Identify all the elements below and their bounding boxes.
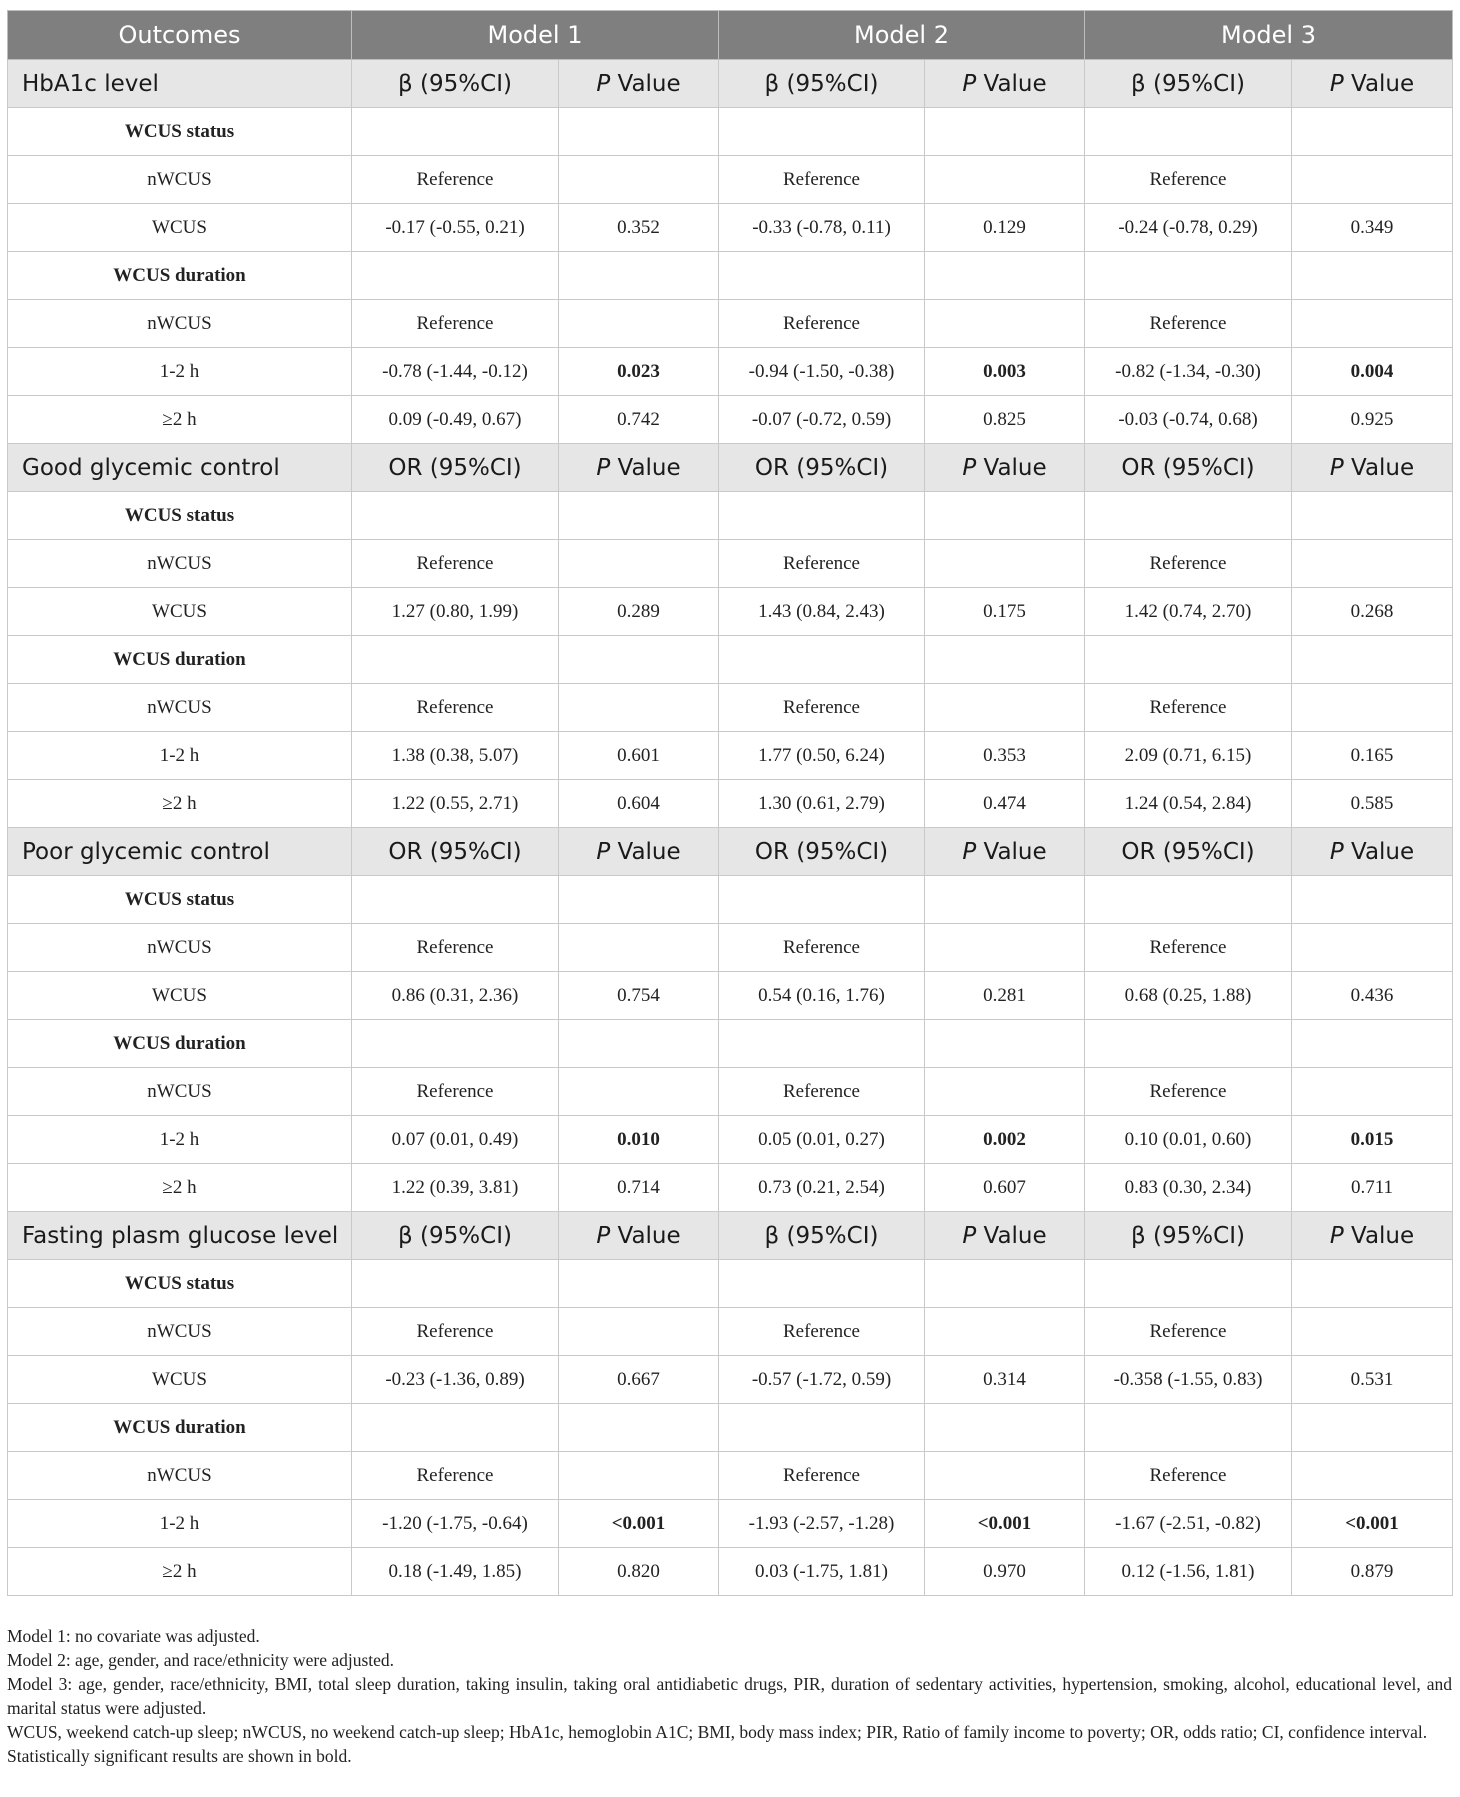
footnote-model-1: Model 1: no covariate was adjusted.	[7, 1626, 260, 1646]
estimate-cell	[352, 1260, 559, 1308]
p-label-rest: Value	[1343, 70, 1415, 97]
p-value-cell: 0.970	[925, 1548, 1085, 1596]
p-value-column-header	[559, 1212, 719, 1260]
section-header-row	[8, 444, 1453, 492]
estimate-cell: -0.94 (-1.50, -0.38)	[719, 348, 925, 396]
p-value-cell: 0.353	[925, 732, 1085, 780]
row-group-label: WCUS status	[8, 1260, 352, 1308]
estimate-cell	[1085, 252, 1292, 300]
estimate-cell: -0.07 (-0.72, 0.59)	[719, 396, 925, 444]
estimate-cell: Reference	[352, 684, 559, 732]
row-label: nWCUS	[8, 1308, 352, 1356]
estimate-cell: -0.03 (-0.74, 0.68)	[1085, 396, 1292, 444]
p-value-cell	[1292, 1452, 1453, 1500]
p-label-rest: Value	[1343, 838, 1415, 865]
estimate-cell: Reference	[719, 924, 925, 972]
p-value-cell: <0.001	[1292, 1500, 1453, 1548]
p-value-cell	[1292, 492, 1453, 540]
results-table-container	[7, 10, 1452, 1596]
p-value-cell	[559, 876, 719, 924]
estimate-cell: 1.22 (0.39, 3.81)	[352, 1164, 559, 1212]
estimate-cell: Reference	[719, 684, 925, 732]
p-label-italic: P	[1329, 838, 1344, 865]
p-label-rest: Value	[1343, 454, 1415, 481]
p-value-cell	[925, 108, 1085, 156]
p-value-cell	[559, 924, 719, 972]
p-value-cell	[559, 1068, 719, 1116]
p-value-cell	[925, 1452, 1085, 1500]
p-value-cell: 0.129	[925, 204, 1085, 252]
p-label-rest: Value	[1343, 1222, 1415, 1249]
p-value-cell: 0.268	[1292, 588, 1453, 636]
p-value-cell: 0.289	[559, 588, 719, 636]
p-label-rest: Value	[610, 838, 681, 865]
estimate-cell: -1.93 (-2.57, -1.28)	[719, 1500, 925, 1548]
p-value-cell	[1292, 108, 1453, 156]
estimate-cell	[352, 636, 559, 684]
p-value-cell	[1292, 1308, 1453, 1356]
table-row	[8, 492, 1453, 540]
estimate-cell: Reference	[352, 924, 559, 972]
row-label: ≥2 h	[8, 396, 352, 444]
estimate-cell: -0.78 (-1.44, -0.12)	[352, 348, 559, 396]
p-value-column-header	[1292, 828, 1453, 876]
p-value-cell	[559, 1260, 719, 1308]
p-value-cell	[559, 252, 719, 300]
p-value-cell: 0.281	[925, 972, 1085, 1020]
p-value-cell: 0.023	[559, 348, 719, 396]
estimate-cell	[1085, 1404, 1292, 1452]
row-group-label: WCUS duration	[8, 1404, 352, 1452]
p-value-cell: 0.352	[559, 204, 719, 252]
p-value-cell	[559, 1308, 719, 1356]
p-label-rest: Value	[976, 70, 1047, 97]
table-row	[8, 924, 1453, 972]
model-2-header: Model 2	[719, 11, 1085, 60]
table-row	[8, 780, 1453, 828]
estimate-cell: -0.23 (-1.36, 0.89)	[352, 1356, 559, 1404]
estimate-cell	[352, 492, 559, 540]
table-row	[8, 1260, 1453, 1308]
estimate-cell: Reference	[1085, 924, 1292, 972]
estimate-column-header: OR (95%CI)	[352, 444, 559, 492]
table-row	[8, 972, 1453, 1020]
estimate-cell: 0.05 (0.01, 0.27)	[719, 1116, 925, 1164]
estimate-cell: 0.03 (-1.75, 1.81)	[719, 1548, 925, 1596]
p-label-rest: Value	[976, 838, 1047, 865]
estimate-cell	[719, 108, 925, 156]
p-value-cell	[925, 1308, 1085, 1356]
p-label-italic: P	[596, 454, 611, 481]
row-label: ≥2 h	[8, 780, 352, 828]
estimate-cell	[352, 252, 559, 300]
table-row	[8, 1356, 1453, 1404]
p-value-cell: 0.742	[559, 396, 719, 444]
estimate-cell: 0.83 (0.30, 2.34)	[1085, 1164, 1292, 1212]
p-value-cell	[559, 156, 719, 204]
p-value-cell	[559, 1404, 719, 1452]
p-value-cell: <0.001	[559, 1500, 719, 1548]
estimate-cell: -0.57 (-1.72, 0.59)	[719, 1356, 925, 1404]
table-row	[8, 1548, 1453, 1596]
table-footnotes	[7, 1624, 1452, 1768]
p-value-cell: 0.667	[559, 1356, 719, 1404]
p-value-cell: 0.601	[559, 732, 719, 780]
p-label-italic: P	[962, 1222, 977, 1249]
estimate-cell: Reference	[352, 300, 559, 348]
p-value-cell: 0.711	[1292, 1164, 1453, 1212]
row-label: nWCUS	[8, 924, 352, 972]
p-label-italic: P	[596, 838, 611, 865]
estimate-cell: Reference	[352, 1308, 559, 1356]
row-group-label: WCUS duration	[8, 636, 352, 684]
footnote-significance: Statistically significant results are shown in bold.	[7, 1746, 352, 1766]
estimate-cell	[1085, 636, 1292, 684]
p-value-cell: 0.474	[925, 780, 1085, 828]
estimate-cell	[1085, 492, 1292, 540]
row-label: nWCUS	[8, 156, 352, 204]
row-group-label: WCUS status	[8, 492, 352, 540]
p-value-cell: 0.015	[1292, 1116, 1453, 1164]
estimate-cell: 1.24 (0.54, 2.84)	[1085, 780, 1292, 828]
estimate-cell: 0.68 (0.25, 1.88)	[1085, 972, 1292, 1020]
estimate-cell: 0.10 (0.01, 0.60)	[1085, 1116, 1292, 1164]
p-label-italic: P	[962, 838, 977, 865]
footnote-model-3: Model 3: age, gender, race/ethnicity, BMI, total sleep duration, taking insulin, taking oral antidiabetic drugs, PIR, duration of sedentary activities, hypertension, smoking, alcohol, educational level, and marital status were adjusted.	[7, 1674, 1452, 1718]
estimate-cell: -0.24 (-0.78, 0.29)	[1085, 204, 1292, 252]
p-label-italic: P	[1329, 1222, 1344, 1249]
estimate-cell	[352, 1020, 559, 1068]
estimate-cell: 2.09 (0.71, 6.15)	[1085, 732, 1292, 780]
p-value-cell: 0.607	[925, 1164, 1085, 1212]
p-label-rest: Value	[610, 1222, 681, 1249]
section-title: Poor glycemic control	[8, 828, 352, 876]
estimate-column-header: β (95%CI)	[1085, 60, 1292, 108]
row-label: WCUS	[8, 204, 352, 252]
estimate-cell: Reference	[352, 1452, 559, 1500]
p-value-cell	[559, 540, 719, 588]
table-row	[8, 588, 1453, 636]
estimate-cell: Reference	[1085, 1068, 1292, 1116]
row-group-label: WCUS status	[8, 108, 352, 156]
p-value-column-header	[1292, 60, 1453, 108]
section-header-row	[8, 60, 1453, 108]
p-value-cell: 0.314	[925, 1356, 1085, 1404]
estimate-cell: Reference	[1085, 540, 1292, 588]
p-label-rest: Value	[976, 1222, 1047, 1249]
estimate-column-header: OR (95%CI)	[719, 828, 925, 876]
p-value-cell: 0.820	[559, 1548, 719, 1596]
table-row	[8, 348, 1453, 396]
table-row	[8, 732, 1453, 780]
p-value-cell	[559, 492, 719, 540]
estimate-cell: 0.54 (0.16, 1.76)	[719, 972, 925, 1020]
p-value-cell: 0.002	[925, 1116, 1085, 1164]
p-value-cell	[1292, 300, 1453, 348]
p-label-italic: P	[596, 70, 611, 97]
p-label-italic: P	[1329, 70, 1344, 97]
estimate-cell: Reference	[1085, 1452, 1292, 1500]
table-row	[8, 1500, 1453, 1548]
estimate-cell: Reference	[1085, 156, 1292, 204]
results-table	[7, 10, 1453, 1596]
p-value-cell	[925, 1404, 1085, 1452]
section-title: Good glycemic control	[8, 444, 352, 492]
estimate-cell: -0.358 (-1.55, 0.83)	[1085, 1356, 1292, 1404]
p-label-rest: Value	[610, 454, 681, 481]
p-value-cell	[1292, 540, 1453, 588]
estimate-cell: 1.38 (0.38, 5.07)	[352, 732, 559, 780]
table-row	[8, 396, 1453, 444]
row-label: nWCUS	[8, 300, 352, 348]
estimate-cell: Reference	[352, 540, 559, 588]
estimate-cell: 1.30 (0.61, 2.79)	[719, 780, 925, 828]
table-row	[8, 1308, 1453, 1356]
estimate-cell: 1.27 (0.80, 1.99)	[352, 588, 559, 636]
p-label-rest: Value	[610, 70, 681, 97]
p-value-cell: 0.925	[1292, 396, 1453, 444]
estimate-column-header: β (95%CI)	[719, 60, 925, 108]
footnote-abbreviations: WCUS, weekend catch-up sleep; nWCUS, no weekend catch-up sleep; HbA1c, hemoglobin A1C; BMI, body mass index; PIR, Ratio of family income to poverty; OR, odds ratio; CI, confidence interval.	[7, 1722, 1428, 1742]
p-value-cell	[1292, 1068, 1453, 1116]
row-label: 1-2 h	[8, 732, 352, 780]
p-value-cell	[925, 252, 1085, 300]
estimate-cell	[719, 1404, 925, 1452]
estimate-cell: Reference	[719, 1452, 925, 1500]
estimate-cell: -1.20 (-1.75, -0.64)	[352, 1500, 559, 1548]
table-row	[8, 540, 1453, 588]
estimate-cell: -0.33 (-0.78, 0.11)	[719, 204, 925, 252]
p-value-cell	[559, 1020, 719, 1068]
p-value-cell: 0.003	[925, 348, 1085, 396]
p-value-cell: 0.531	[1292, 1356, 1453, 1404]
estimate-column-header: OR (95%CI)	[719, 444, 925, 492]
p-value-column-header	[925, 60, 1085, 108]
p-value-cell	[925, 924, 1085, 972]
estimate-column-header: OR (95%CI)	[1085, 828, 1292, 876]
estimate-cell	[719, 1260, 925, 1308]
p-value-cell	[925, 492, 1085, 540]
estimate-cell: Reference	[1085, 684, 1292, 732]
p-value-cell	[1292, 1020, 1453, 1068]
row-label: 1-2 h	[8, 1500, 352, 1548]
p-value-cell: 0.825	[925, 396, 1085, 444]
table-row	[8, 204, 1453, 252]
p-value-column-header	[925, 828, 1085, 876]
estimate-cell	[719, 876, 925, 924]
row-label: ≥2 h	[8, 1548, 352, 1596]
p-value-cell	[925, 636, 1085, 684]
row-label: nWCUS	[8, 1068, 352, 1116]
p-value-cell	[925, 1020, 1085, 1068]
p-label-italic: P	[596, 1222, 611, 1249]
estimate-cell: Reference	[719, 1308, 925, 1356]
section-header-row	[8, 1212, 1453, 1260]
row-label: nWCUS	[8, 684, 352, 732]
p-value-cell: 0.175	[925, 588, 1085, 636]
table-row	[8, 252, 1453, 300]
p-value-column-header	[559, 444, 719, 492]
section-header-row	[8, 828, 1453, 876]
estimate-cell: -0.82 (-1.34, -0.30)	[1085, 348, 1292, 396]
table-row	[8, 1164, 1453, 1212]
p-label-italic: P	[962, 454, 977, 481]
table-row	[8, 108, 1453, 156]
estimate-cell	[1085, 1020, 1292, 1068]
estimate-cell: 0.73 (0.21, 2.54)	[719, 1164, 925, 1212]
table-row	[8, 1404, 1453, 1452]
row-label: 1-2 h	[8, 348, 352, 396]
estimate-cell: -0.17 (-0.55, 0.21)	[352, 204, 559, 252]
row-label: 1-2 h	[8, 1116, 352, 1164]
p-value-cell	[559, 636, 719, 684]
p-value-cell	[559, 684, 719, 732]
p-value-cell	[1292, 684, 1453, 732]
estimate-cell: 0.07 (0.01, 0.49)	[352, 1116, 559, 1164]
estimate-cell	[719, 1020, 925, 1068]
estimate-cell	[352, 1404, 559, 1452]
section-title: HbA1c level	[8, 60, 352, 108]
estimate-cell: 1.42 (0.74, 2.70)	[1085, 588, 1292, 636]
model-3-header: Model 3	[1085, 11, 1453, 60]
estimate-cell: 1.77 (0.50, 6.24)	[719, 732, 925, 780]
estimate-cell	[719, 492, 925, 540]
row-label: ≥2 h	[8, 1164, 352, 1212]
estimate-cell	[719, 252, 925, 300]
footnote-model-2: Model 2: age, gender, and race/ethnicity were adjusted.	[7, 1650, 395, 1670]
p-value-cell	[925, 540, 1085, 588]
estimate-cell: Reference	[719, 300, 925, 348]
table-header-row	[8, 11, 1453, 60]
p-value-cell: 0.004	[1292, 348, 1453, 396]
row-label: nWCUS	[8, 1452, 352, 1500]
estimate-cell	[719, 636, 925, 684]
p-value-cell	[559, 300, 719, 348]
estimate-column-header: β (95%CI)	[719, 1212, 925, 1260]
table-row	[8, 876, 1453, 924]
estimate-cell: Reference	[1085, 300, 1292, 348]
section-title: Fasting plasm glucose level	[8, 1212, 352, 1260]
p-value-cell: 0.010	[559, 1116, 719, 1164]
p-value-cell	[559, 1452, 719, 1500]
p-value-cell: 0.879	[1292, 1548, 1453, 1596]
estimate-cell: 0.09 (-0.49, 0.67)	[352, 396, 559, 444]
estimate-cell: 1.43 (0.84, 2.43)	[719, 588, 925, 636]
estimate-cell: Reference	[1085, 1308, 1292, 1356]
p-value-cell: 0.436	[1292, 972, 1453, 1020]
estimate-cell: Reference	[719, 540, 925, 588]
estimate-cell: Reference	[719, 1068, 925, 1116]
estimate-cell: 0.86 (0.31, 2.36)	[352, 972, 559, 1020]
estimate-cell: -1.67 (-2.51, -0.82)	[1085, 1500, 1292, 1548]
p-value-cell	[925, 876, 1085, 924]
row-label: WCUS	[8, 1356, 352, 1404]
table-row	[8, 636, 1453, 684]
p-label-italic: P	[1329, 454, 1344, 481]
p-value-column-header	[925, 1212, 1085, 1260]
estimate-cell: Reference	[719, 156, 925, 204]
row-group-label: WCUS duration	[8, 1020, 352, 1068]
outcomes-header: Outcomes	[8, 11, 352, 60]
table-row	[8, 684, 1453, 732]
p-value-cell	[925, 156, 1085, 204]
estimate-column-header: OR (95%CI)	[1085, 444, 1292, 492]
table-body	[8, 60, 1453, 1596]
estimate-cell	[352, 108, 559, 156]
p-value-column-header	[1292, 444, 1453, 492]
estimate-column-header: β (95%CI)	[352, 60, 559, 108]
p-value-column-header	[925, 444, 1085, 492]
p-label-italic: P	[962, 70, 977, 97]
p-value-cell: 0.585	[1292, 780, 1453, 828]
p-value-cell: <0.001	[925, 1500, 1085, 1548]
p-value-cell: 0.604	[559, 780, 719, 828]
row-label: nWCUS	[8, 540, 352, 588]
row-label: WCUS	[8, 588, 352, 636]
p-value-cell	[925, 300, 1085, 348]
p-value-cell	[925, 684, 1085, 732]
p-value-cell	[925, 1260, 1085, 1308]
table-row	[8, 1068, 1453, 1116]
estimate-cell	[1085, 108, 1292, 156]
estimate-cell: 0.18 (-1.49, 1.85)	[352, 1548, 559, 1596]
table-row	[8, 1116, 1453, 1164]
table-row	[8, 300, 1453, 348]
estimate-column-header: OR (95%CI)	[352, 828, 559, 876]
p-value-cell	[1292, 156, 1453, 204]
table-row	[8, 1020, 1453, 1068]
estimate-cell: Reference	[352, 1068, 559, 1116]
p-value-cell: 0.754	[559, 972, 719, 1020]
p-value-column-header	[559, 60, 719, 108]
table-row	[8, 1452, 1453, 1500]
estimate-cell	[352, 876, 559, 924]
row-label: WCUS	[8, 972, 352, 1020]
estimate-cell: 1.22 (0.55, 2.71)	[352, 780, 559, 828]
estimate-column-header: β (95%CI)	[352, 1212, 559, 1260]
estimate-cell	[1085, 1260, 1292, 1308]
p-value-column-header	[559, 828, 719, 876]
p-value-cell: 0.165	[1292, 732, 1453, 780]
p-value-cell	[925, 1068, 1085, 1116]
p-value-column-header	[1292, 1212, 1453, 1260]
row-group-label: WCUS duration	[8, 252, 352, 300]
p-value-cell	[1292, 924, 1453, 972]
p-label-rest: Value	[976, 454, 1047, 481]
p-value-cell	[559, 108, 719, 156]
estimate-cell	[1085, 876, 1292, 924]
estimate-cell: 0.12 (-1.56, 1.81)	[1085, 1548, 1292, 1596]
estimate-column-header: β (95%CI)	[1085, 1212, 1292, 1260]
table-row	[8, 156, 1453, 204]
p-value-cell	[1292, 636, 1453, 684]
estimate-cell: Reference	[352, 156, 559, 204]
p-value-cell: 0.349	[1292, 204, 1453, 252]
row-group-label: WCUS status	[8, 876, 352, 924]
model-1-header: Model 1	[352, 11, 719, 60]
p-value-cell	[1292, 252, 1453, 300]
p-value-cell	[1292, 1260, 1453, 1308]
p-value-cell	[1292, 1404, 1453, 1452]
p-value-cell	[1292, 876, 1453, 924]
p-value-cell: 0.714	[559, 1164, 719, 1212]
